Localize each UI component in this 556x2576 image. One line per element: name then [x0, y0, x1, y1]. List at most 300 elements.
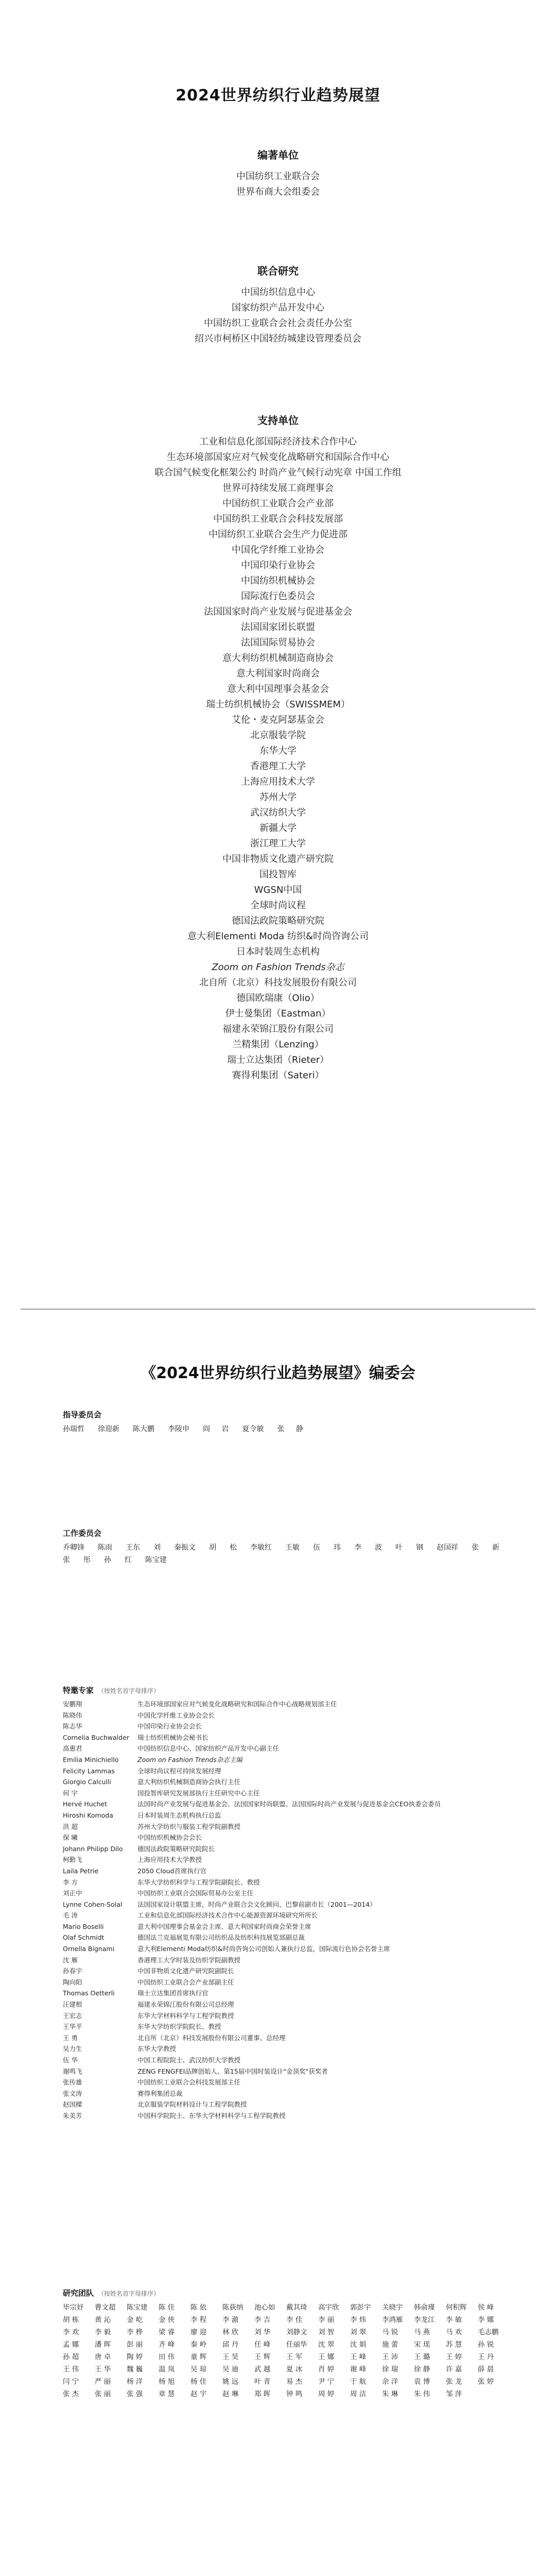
workgroup-block	[63, 1528, 516, 1566]
team-member: 李 佳	[286, 2316, 303, 2324]
supporter-item: 伊士曼集团（Eastman）	[225, 1008, 331, 1019]
team-member: 任丽华	[286, 2341, 307, 2349]
supporter-item: 中国纺织工业联合会产业部	[222, 498, 334, 509]
person-name: 秦振文	[174, 1544, 196, 1552]
person-name: 陈大鹏	[133, 1425, 154, 1433]
expert-row	[63, 2010, 516, 2022]
expert-name: Mario Boselli	[63, 1922, 104, 1930]
expert-title: 瑞士纺织机械协会秘书长	[137, 1733, 208, 1741]
expert-title: 生态环境部国家应对气候变化战略研究和国际合作中心战略规划部主任	[137, 1700, 337, 1708]
team-member: 王 娜	[318, 2353, 335, 2361]
team-member: 李 吉	[254, 2316, 271, 2324]
expert-row	[63, 1699, 516, 1710]
person-name: 赵国祥	[437, 1544, 458, 1552]
organizers-list	[0, 169, 556, 200]
partner-item: 中国纺织工业联合会社会责任办公室	[204, 318, 352, 329]
team-member: 李 毅	[95, 2328, 111, 2336]
team-member: 严 丽	[95, 2378, 111, 2386]
team-member: 何积辉	[446, 2303, 467, 2312]
team-member: 王 璐	[414, 2353, 430, 2361]
expert-name: 洪 超	[63, 1822, 78, 1831]
supporter-item: 中国纺织工业联合会科技发展部	[213, 514, 343, 524]
team-member: 陈 依	[190, 2303, 207, 2312]
expert-name: 张文涛	[63, 2089, 82, 2097]
supporter-item: 法国国家团长联盟	[241, 622, 315, 633]
team-member: 宋 瑶	[414, 2341, 430, 2349]
team-member: 张 婷	[478, 2378, 494, 2386]
expert-row	[63, 1943, 516, 1955]
person-name: 波	[375, 1544, 382, 1552]
team-member: 王 婷	[446, 2353, 462, 2361]
expert-row	[63, 1721, 516, 1732]
supporter-item: 兰精集团（Lenzing）	[232, 1039, 324, 1050]
person-name: 陈宝建	[145, 1556, 167, 1564]
expert-name: Cornelia Buchwalder	[63, 1733, 129, 1741]
team-member: 余 洋	[382, 2378, 398, 2386]
expert-row	[63, 2088, 516, 2099]
expert-title: 北京服装学院材料设计与工程学院教授	[137, 2100, 247, 2109]
expert-row	[63, 1866, 516, 1877]
expert-name: 吴力生	[63, 2045, 82, 2053]
partner-item: 中国纺织信息中心	[241, 287, 315, 298]
person-name: 刘	[153, 1544, 161, 1552]
expert-name: Thomas Oetterli	[63, 1989, 115, 1997]
expert-title: 东华大学纺织学院院长、教授	[137, 2023, 221, 2031]
supporter-item: 中国化学纤维工业协会	[232, 545, 324, 555]
team-member: 李鸿雁	[382, 2316, 403, 2324]
team-member: 王 丹	[478, 2353, 494, 2361]
expert-name: Emilia Minichiello	[63, 1755, 119, 1764]
supporters-label: 支持单位	[257, 414, 299, 427]
supporter-item: 新疆大学	[259, 823, 297, 834]
supporter-item: 生态环境部国家应对气候变化战略研究和国际合作中心	[167, 452, 389, 463]
team-member: 薛 晨	[478, 2365, 494, 2374]
team-member: 郭彭宇	[350, 2303, 371, 2312]
team-member: 陈 佳	[159, 2303, 175, 2312]
team-member: 王 军	[286, 2353, 303, 2361]
team-member: 邹 萍	[446, 2390, 462, 2398]
team-block	[63, 2287, 516, 2400]
partners-list	[0, 285, 556, 347]
team-member: 许 嘉	[446, 2365, 462, 2374]
supporter-item: 联合国气候变化框架公约 时尚产业气候行动宪章 中国工作组	[154, 467, 402, 478]
expert-name: 李 方	[63, 1878, 78, 1886]
supporters-section	[0, 412, 556, 1083]
team-member: 王 沛	[382, 2353, 398, 2361]
person-name: 张 静	[277, 1425, 303, 1433]
expert-name: 陈志华	[63, 1722, 82, 1731]
person-name: 彤	[83, 1556, 91, 1564]
team-member: 闫 宁	[63, 2378, 79, 2386]
supporter-item: 香港理工大学	[250, 761, 306, 772]
directors-names	[63, 1423, 516, 1435]
team-member: 姚 远	[222, 2378, 239, 2386]
supporter-item: 工业和信息化部国际经济技术合作中心	[199, 436, 357, 447]
expert-title: 意大利Elementi Moda纺织&时尚咨询公司创始人兼执行总监，国际流行色协会名誉主席	[137, 1945, 390, 1953]
expert-row	[63, 2043, 516, 2055]
person-name: 李陵申	[168, 1425, 189, 1433]
experts-block	[63, 1685, 516, 2122]
expert-row	[63, 2066, 516, 2077]
expert-title: 福建永荣锦江股份有限公司总经理	[137, 2001, 234, 2009]
supporter-item: 中国印染行业协会	[241, 560, 315, 571]
experts-label: 特邀专家	[63, 1686, 94, 1695]
team-member: 戴其琦	[286, 2303, 307, 2312]
team-member: 李 丽	[318, 2316, 335, 2324]
workgroup-names	[63, 1541, 516, 1566]
supporter-item: 世界可持续发展工商理事会	[222, 483, 334, 494]
team-member: 孙 超	[63, 2353, 79, 2361]
expert-row	[63, 1843, 516, 1855]
expert-row	[63, 2077, 516, 2088]
expert-name: 保 曦	[63, 1834, 78, 1842]
team-member: 于 航	[350, 2378, 367, 2386]
person-name: 徐迎新	[98, 1425, 119, 1433]
expert-title: 全球时尚议程可持续发展经理	[137, 1767, 221, 1775]
expert-row	[63, 1810, 516, 1821]
team-member: 赵 宇	[190, 2390, 207, 2398]
expert-name: 王华平	[63, 2023, 82, 2031]
team-member: 朱 伟	[414, 2390, 430, 2398]
person-name: 新	[492, 1544, 499, 1552]
team-names	[63, 2301, 516, 2400]
team-member: 李 澈	[222, 2316, 239, 2324]
expert-name: 孙春宇	[63, 1967, 82, 1975]
team-member: 曹文超	[95, 2303, 116, 2312]
team-member: 张 龙	[446, 2378, 462, 2386]
expert-name: Olaf Schmidt	[63, 1934, 105, 1942]
supporter-item: 中国纺织工业联合会生产力促进部	[208, 529, 348, 540]
person-name: 叶	[395, 1544, 403, 1552]
team-member: 王 昊	[222, 2353, 239, 2361]
expert-title: 中国非物质文化遗产研究院副院长	[137, 1967, 234, 1975]
team-member: 韩俞瑾	[414, 2303, 435, 2312]
supporter-item: 国际流行色委员会	[241, 591, 315, 602]
team-member: 唐 卓	[95, 2353, 111, 2361]
supporters-list	[0, 434, 556, 1083]
team-member: 齐 峰	[159, 2341, 175, 2349]
person-name: 夏令敏	[242, 1425, 264, 1433]
expert-row	[63, 2099, 516, 2110]
expert-name: Ornella Bignami	[63, 1945, 115, 1953]
team-member: 秦 岭	[190, 2341, 207, 2349]
team-label: 研究团队	[63, 2289, 94, 2298]
expert-title: 日本时装周生态机构执行总监	[137, 1811, 221, 1819]
team-member: 田 伟	[159, 2353, 175, 2361]
supporter-item: 全球时尚议程	[250, 900, 306, 911]
expert-title: 东华大学教授	[137, 2045, 177, 2053]
team-member: 陈荻纳	[222, 2303, 244, 2312]
partner-item: 国家纺织产品开发中心	[232, 302, 324, 313]
expert-name: Hervé Huchet	[63, 1800, 107, 1808]
team-member: 徐 瑞	[382, 2365, 398, 2374]
supporter-item: 日本时装周生态机构	[236, 946, 320, 957]
team-member: 袁 博	[414, 2378, 430, 2386]
team-member: 谢 峰	[350, 2365, 367, 2374]
team-member: 毕宗妤	[63, 2303, 84, 2312]
team-member: 王 辉	[254, 2353, 271, 2361]
supporter-item: 法国国家时尚产业发展与促进基金会	[204, 606, 352, 617]
expert-name: 安鹏翔	[63, 1700, 82, 1708]
team-member: 金 屹	[127, 2316, 143, 2324]
expert-name: 伍 华	[63, 2056, 78, 2064]
directors-block	[63, 1409, 516, 1435]
expert-title: 中国纺织机械协会会长	[137, 1834, 202, 1842]
supporter-item: 中国非物质文化遗产研究院	[222, 854, 334, 865]
team-member: 马 燕	[414, 2328, 430, 2336]
team-member: 苏 慧	[446, 2341, 462, 2349]
expert-row	[63, 2055, 516, 2066]
expert-row	[63, 1788, 516, 1799]
expert-title: 香港理工大学时装及纺织学院副教授	[137, 1956, 241, 1964]
supporter-item: 瑞士立达集团（Rieter）	[227, 1055, 329, 1065]
expert-title: 中国纺织工业联合会科技发展部主任	[137, 2078, 241, 2087]
team-member: 赵 琳	[222, 2390, 239, 2398]
expert-title: 意大利中国理事会基金会主席、意大利国家时尚商会荣誉主席	[137, 1922, 311, 1930]
team-member: 武 越	[254, 2365, 271, 2374]
team-member: 李 桦	[127, 2328, 143, 2336]
expert-name: 王 勇	[63, 2033, 78, 2042]
person-name: 阎 岩	[203, 1425, 229, 1433]
expert-title: 中国印染行业协会会长	[137, 1722, 202, 1731]
supporter-item: 德国欧瑞康（Olio）	[236, 993, 320, 1004]
team-member: 林 欣	[222, 2328, 239, 2336]
expert-name: 赵国樑	[63, 2100, 82, 2109]
team-member: 彭 丽	[127, 2341, 143, 2349]
team-member: 肖 婷	[318, 2365, 335, 2374]
supporter-item: Zoom on Fashion Trends杂志	[212, 962, 344, 973]
team-member: 廖 迎	[190, 2328, 207, 2336]
expert-title: 法国时尚产业发展与促进基金会、法国国家时尚联盟、法国国际时尚产业发展与促进基金会CEO执委会委员	[137, 1800, 441, 1808]
expert-name: 毛 涛	[63, 1911, 78, 1920]
editorial-title: 《2024世界纺织行业趋势展望》编委会	[141, 1364, 415, 1382]
team-member: 胡 栋	[63, 2316, 79, 2324]
supporter-item: 浙江理工大学	[250, 838, 306, 849]
expert-row	[63, 2021, 516, 2032]
team-member: 刘 华	[254, 2328, 271, 2336]
expert-title: 苏州大学纺织与服装工程学院副教授	[137, 1822, 241, 1831]
team-member: 李 炜	[350, 2316, 367, 2324]
expert-name: 陈晓伟	[63, 1711, 82, 1719]
organizer-item: 中国纺织工业联合会	[236, 171, 320, 182]
organizers-section	[0, 147, 556, 200]
expert-title: 赛得利集团总裁	[137, 2089, 183, 2097]
person-name: 张	[63, 1556, 70, 1564]
team-member: 王 峰	[350, 2353, 367, 2361]
supporter-item: 北自所（北京）科技发展股份有限公司	[199, 977, 357, 988]
team-member: 孙 锐	[478, 2341, 494, 2349]
team-member: 郑 晖	[254, 2390, 271, 2398]
supporter-item: 意大利Elementi Moda 纺织&时尚咨询公司	[187, 931, 369, 942]
partners-label: 联合研究	[257, 265, 299, 277]
expert-title: ZENG FENGFEI品牌创始人、第15届中国时装设计"金顶奖"获奖者	[137, 2067, 328, 2075]
person-name: 胡	[209, 1544, 216, 1552]
expert-row	[63, 1999, 516, 2010]
team-member: 杨 旭	[159, 2378, 175, 2386]
directors-label: 指导委员会	[63, 1410, 102, 1419]
expert-row	[63, 1710, 516, 1721]
team-member: 李 娜	[478, 2316, 494, 2324]
expert-row	[63, 1965, 516, 1977]
expert-row	[63, 1910, 516, 1921]
expert-title: 国投智库研究发展部执行主任研究中心主任	[137, 1789, 260, 1797]
supporter-item: 福建永荣锦江股份有限公司	[222, 1024, 334, 1035]
team-member: 刘 智	[318, 2328, 335, 2336]
expert-title: 中国科学院院士、东华大学材料科学与工程学院教授	[137, 2111, 286, 2120]
team-member: 李 欢	[63, 2328, 79, 2336]
expert-name: Felicity Lammas	[63, 1767, 115, 1775]
supporter-item: 意大利纺织机械制造商协会	[222, 653, 334, 664]
team-member: 关晓宇	[382, 2303, 403, 2312]
team-member: 温 岚	[159, 2365, 175, 2374]
team-member: 钟 鸣	[286, 2390, 303, 2398]
expert-row	[63, 1799, 516, 1810]
team-member: 金 侠	[159, 2316, 175, 2324]
team-member: 施 蕾	[382, 2341, 398, 2349]
expert-name: 何 宇	[63, 1789, 78, 1797]
team-member: 毛志鹏	[478, 2328, 499, 2336]
person-name: 张	[472, 1544, 479, 1552]
expert-title: 德国法兰克福展览有限公司纺织品及纺织科技展览部副总裁	[137, 1934, 305, 1942]
team-member: 尹 宁	[318, 2378, 335, 2386]
supporter-item: 国投智库	[259, 869, 297, 880]
person-name: 玮	[334, 1544, 341, 1552]
supporter-item: 北京服装学院	[250, 730, 306, 741]
expert-title: 意大利纺织机械制造商协会执行主任	[137, 1778, 241, 1786]
expert-title: Zoom on Fashion Trends杂志主编	[137, 1755, 242, 1764]
supporter-item: 德国法政院策略研究院	[232, 916, 324, 926]
expert-name: 柯勤飞	[63, 1856, 82, 1864]
expert-name: 沈 雁	[63, 1956, 78, 1964]
team-member: 易 杰	[286, 2378, 303, 2386]
team-member: 童 辉	[190, 2353, 207, 2361]
team-member: 马 锐	[382, 2328, 398, 2336]
expert-row	[63, 1776, 516, 1788]
person-name: 松	[230, 1544, 237, 1552]
organizer-item: 世界布商大会组委会	[236, 187, 320, 197]
team-member: 刘 翠	[350, 2328, 367, 2336]
team-member: 吴 迪	[222, 2365, 239, 2374]
supporter-item: 武汉纺织大学	[250, 807, 306, 818]
supporter-item: 意大利中国理事会基金会	[227, 684, 329, 694]
section-divider	[21, 1309, 535, 1310]
person-name: 钢	[416, 1544, 423, 1552]
team-member: 梁 睿	[159, 2328, 175, 2336]
team-member: 马 欢	[446, 2328, 462, 2336]
expert-row	[63, 1955, 516, 1966]
expert-title: 德国法政院策略研究院院长	[137, 1844, 215, 1853]
expert-row	[63, 1766, 516, 1777]
expert-title: 东华大学纺织科学与工程学院副院长、教授	[137, 1878, 260, 1886]
person-name: 孙	[104, 1556, 111, 1564]
expert-title: 瑞士立达集团首席执行官	[137, 1989, 208, 1997]
team-member: 周 婷	[318, 2390, 335, 2398]
team-member: 沈 娟	[350, 2341, 367, 2349]
expert-name: 汪建根	[63, 2001, 82, 2009]
expert-row	[63, 1977, 516, 1988]
expert-title: 中国工程院院士、武汉纺织大学教授	[137, 2056, 241, 2064]
team-member: 侯 峰	[478, 2303, 494, 2312]
team-member: 王 华	[95, 2365, 111, 2374]
team-member: 张 丽	[95, 2390, 111, 2398]
supporter-item: 瑞士纺织机械协会（SWISSMEM）	[206, 699, 350, 710]
expert-title: 上海应用技术大学教授	[137, 1856, 202, 1864]
partners-section	[0, 263, 556, 347]
expert-row	[63, 1832, 516, 1843]
person-name: 王敏	[285, 1544, 300, 1552]
team-member: 杨 洋	[127, 2378, 143, 2386]
person-name: 陈雨	[98, 1544, 112, 1552]
person-name: 李	[354, 1544, 361, 1552]
team-member: 周 洁	[350, 2390, 367, 2398]
expert-row	[63, 1921, 516, 1933]
team-member: 任 峰	[254, 2341, 271, 2349]
team-member: 张 强	[127, 2390, 143, 2398]
team-member: 张 杰	[63, 2390, 79, 2398]
expert-name: 谢鸣飞	[63, 2067, 82, 2075]
team-member: 黄 沁	[95, 2316, 111, 2324]
person-name: 伍	[313, 1544, 320, 1552]
expert-title: 2050 Cloud首席执行官	[137, 1867, 206, 1875]
team-member: 魏 巍	[127, 2365, 143, 2374]
supporter-item: 中国纺织机械协会	[241, 575, 315, 586]
team-member: 沈 翠	[318, 2341, 335, 2349]
supporter-item: 意大利国家时尚商会	[236, 668, 320, 679]
expert-name: 刘正中	[63, 1889, 82, 1897]
team-member: 陶 婷	[127, 2353, 143, 2361]
expert-title: 法国国家设计联盟主席，时尚产业联合会文化顾问、巴黎前副市长（2001—2014）	[137, 1900, 376, 1908]
team-member: 李龙江	[414, 2316, 435, 2324]
supporter-item: 苏州大学	[259, 792, 297, 803]
team-member: 夏 冰	[286, 2365, 303, 2374]
expert-row	[63, 1743, 516, 1754]
team-member: 章 慧	[159, 2390, 175, 2398]
experts-list	[63, 1699, 516, 2122]
supporter-item: 法国国际贸易协会	[241, 637, 315, 648]
expert-row	[63, 2032, 516, 2044]
person-name: 孙瑞哲	[63, 1425, 84, 1433]
experts-note: （按姓名首字母排序）	[98, 1687, 160, 1694]
team-member: 王 伟	[63, 2365, 79, 2374]
supporter-item: 赛得利集团（Sateri）	[232, 1070, 324, 1081]
expert-name: Laila Petrie	[63, 1867, 99, 1875]
expert-row	[63, 1854, 516, 1866]
team-member: 杨 佳	[190, 2378, 207, 2386]
expert-row	[63, 1932, 516, 1943]
team-member: 叶 青	[254, 2378, 271, 2386]
expert-row	[63, 2110, 516, 2122]
team-member: 李 程	[190, 2316, 207, 2324]
organizers-label: 编著单位	[257, 149, 299, 161]
expert-name: 王宏志	[63, 2011, 82, 2020]
expert-name: 陶向阳	[63, 1978, 82, 1986]
team-member: 邱 丹	[222, 2341, 239, 2349]
expert-name: Johann Philipp Dilo	[63, 1844, 123, 1853]
partner-item: 绍兴市柯桥区中国轻纺城建设管理委员会	[195, 333, 361, 344]
supporter-item: 上海应用技术大学	[241, 776, 315, 787]
team-member: 孟 娜	[63, 2341, 79, 2349]
team-member: 池心如	[254, 2303, 275, 2312]
team-member: 陈宝建	[127, 2303, 148, 2312]
supporter-item: WGSN中国	[254, 885, 302, 895]
expert-title: 中国纺织信息中心、国家纺织产品开发中心副主任	[137, 1744, 280, 1753]
expert-name: 张传雄	[63, 2078, 82, 2087]
expert-row	[63, 1899, 516, 1910]
expert-title: 中国纺织工业联合会产业部副主任	[137, 1978, 234, 1986]
team-member: 徐 静	[414, 2365, 430, 2374]
expert-title: 东华大学材料科学与工程学院教授	[137, 2011, 234, 2020]
team-member: 吴 琼	[190, 2365, 207, 2374]
